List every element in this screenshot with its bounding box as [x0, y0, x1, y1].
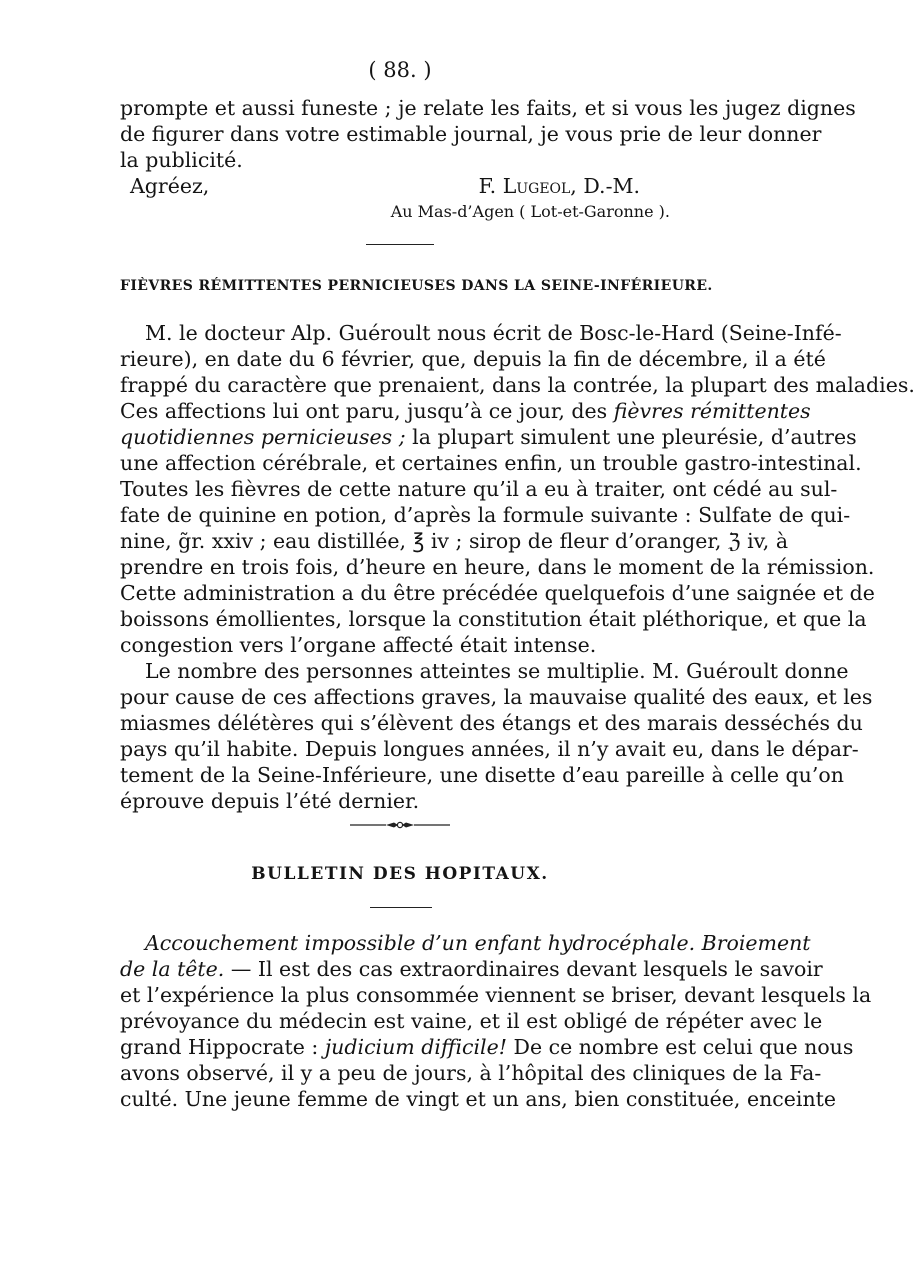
text-line: miasmes délétères qui s’élèvent des étangs et des marais desséchés du	[120, 711, 863, 735]
italic-term: judicium difficile!	[324, 1035, 507, 1059]
text-line	[120, 398, 811, 424]
text-line	[120, 956, 823, 982]
text-line	[120, 424, 857, 450]
text-line: Cette administration a du être précédée quelquefois d’une saignée et de	[120, 581, 875, 605]
text-line: fate de quinine en potion, d’après la formule suivante : Sulfate de qui-	[120, 503, 851, 527]
text-line: de figurer dans votre estimable journal, je vous prie de leur donner	[120, 122, 822, 146]
italic-term: quotidiennes pernicieuses ;	[120, 425, 406, 449]
text-line: congestion vers l’organe affecté était intense.	[120, 633, 597, 657]
text-line	[120, 1034, 854, 1060]
separator-rule	[370, 907, 432, 908]
article-title-end: de la tête.	[120, 957, 225, 981]
text-line: pays qu’il habite. Depuis longues années, il n’y avait eu, dans le dépar-	[120, 737, 859, 761]
text-line: nine, g̃r. xxiv ; eau distillée, ℥ iv ; sirop de fleur d’oranger, ℨ iv, à	[120, 529, 789, 553]
text-span: — Il est des cas extraordinaires devant lesquels le savoir	[224, 957, 823, 981]
separator-rule	[366, 244, 434, 245]
text-line: Toutes les fièvres de cette nature qu’il a eu à traiter, ont cédé au sul-	[120, 477, 838, 501]
text-line: prendre en trois fois, d’heure en heure, dans le moment de la rémission.	[120, 555, 875, 579]
text-line: tement de la Seine-Inférieure, une disette d’eau pareille à celle qu’on	[120, 763, 844, 787]
text-line: pour cause de ces affections graves, la mauvaise qualité des eaux, et les	[120, 685, 873, 709]
text-line: une affection cérébrale, et certaines enfin, un trouble gastro-intestinal.	[120, 451, 862, 475]
salutation: Agréez,	[130, 174, 210, 198]
text-line: avons observé, il y a peu de jours, à l’hôpital des cliniques de la Fa-	[120, 1061, 822, 1085]
text-span: Ces affections lui ont paru, jusqu’à ce jour, des	[120, 399, 608, 423]
text-line: boissons émollientes, lorsque la constitution était pléthorique, et que la	[120, 607, 867, 631]
author-location: Au Mas-d’Agen ( Lot-et-Garonne ).	[390, 202, 670, 221]
text-line: éprouve depuis l’été dernier.	[120, 789, 420, 813]
text-line: frappé du caractère que prenaient, dans la contrée, la plupart des maladies.	[120, 373, 915, 397]
article-title: Accouchement impossible d’un enfant hydrocéphale. Broiement	[145, 931, 811, 955]
ornament-divider	[350, 818, 450, 832]
text-line: et l’expérience la plus consommée viennent se briser, devant lesquels la	[120, 983, 872, 1007]
text-line: rieure), en date du 6 février, que, depuis la fin de décembre, il a été	[120, 347, 826, 371]
italic-term: fièvres rémittentes	[613, 399, 811, 423]
bulletin-title: BULLETIN DES HOPITAUX.	[251, 864, 549, 884]
page-number: ( 88. )	[368, 58, 432, 82]
text-line: M. le docteur Alp. Guéroult nous écrit de Bosc-le-Hard (Seine-Infé-	[145, 321, 842, 345]
text-line: culté. Une jeune femme de vingt et un ans, bien constituée, enceinte	[120, 1087, 837, 1111]
text-line: Le nombre des personnes atteintes se multiplie. M. Guéroult donne	[145, 659, 849, 683]
text-span: la plupart simulent une pleurésie, d’autres	[405, 425, 857, 449]
text-line: prévoyance du médecin est vaine, et il est obligé de répéter avec le	[120, 1009, 823, 1033]
text-span: De ce nombre est celui que nous	[507, 1035, 854, 1059]
text-line: prompte et aussi funeste ; je relate les faits, et si vous les jugez dignes	[120, 96, 856, 120]
section-title: FIÈVRES RÉMITTENTES PERNICIEUSES DANS LA SEINE-INFÉRIEURE.	[120, 278, 713, 294]
signature: F. Lugeol, D.-M.	[478, 174, 640, 198]
text-span: grand Hippocrate :	[120, 1035, 325, 1059]
text-line: la publicité.	[120, 148, 243, 172]
